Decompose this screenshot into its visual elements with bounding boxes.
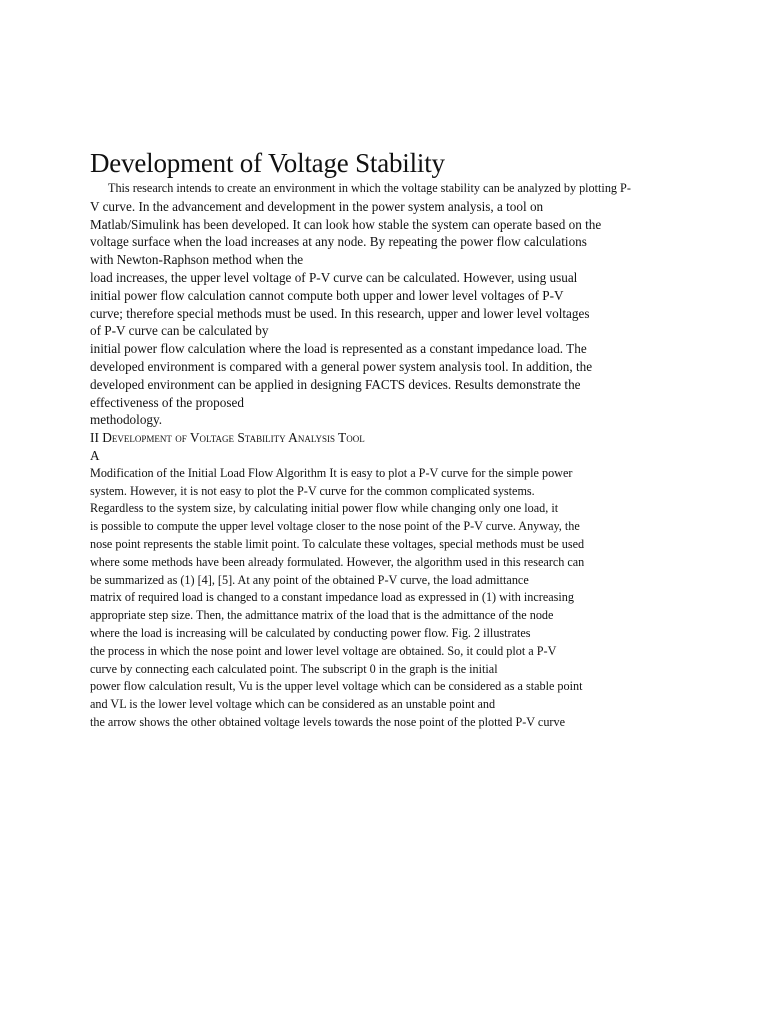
text-line: initial power flow calculation cannot compute both upper and lower level voltages of P-V: [90, 287, 564, 303]
text-line: power flow calculation result, Vu is the upper level voltage which can be considered as a stable point: [90, 679, 583, 694]
text-line: effectiveness of the proposed: [90, 394, 244, 410]
text-line: Matlab/Simulink has been developed. It can look how stable the system can operate based on the: [90, 216, 602, 232]
text-line: be summarized as (1) [4], [5]. At any point of the obtained P-V curve, the load admittance: [90, 572, 529, 587]
text-line: is possible to compute the upper level voltage closer to the nose point of the P-V curve. Anyway, the: [90, 519, 580, 534]
text-line: This research intends to create an environment in which the voltage stability can be analyzed by plotting P-: [108, 181, 631, 195]
document-page: [90, 146, 680, 732]
text-line: where the load is increasing will be calculated by conducting power flow. Fig. 2 illustrates: [90, 625, 531, 640]
text-line: and VL is the lower level voltage which can be considered as an unstable point and: [90, 697, 496, 712]
section-heading: II Development of Voltage Stability Analysis Tool: [90, 430, 365, 446]
text-line: Modification of the Initial Load Flow Algorithm It is easy to plot a P-V curve for the simple power: [90, 465, 573, 480]
text-line: matrix of required load is changed to a constant impedance load as expressed in (1) with increasing: [90, 590, 574, 605]
text-line: nose point represents the stable limit point. To calculate these voltages, special methods must be used: [90, 536, 585, 551]
text-line: where some methods have been already formulated. However, the algorithm used in this research can: [90, 554, 585, 569]
text-line: system. However, it is not easy to plot the P-V curve for the common complicated systems.: [90, 483, 535, 498]
document-title: Development of Voltage Stability: [90, 148, 445, 178]
text-line: the process in which the nose point and lower level voltage are obtained. So, it could plot a P-V: [90, 643, 557, 658]
text-line: developed environment can be applied in designing FACTS devices. Results demonstrate the: [90, 376, 581, 392]
text-line: appropriate step size. Then, the admittance matrix of the load that is the admittance of the node: [90, 608, 554, 623]
text-line: with Newton-Raphson method when the: [90, 252, 304, 268]
text-line: V curve. In the advancement and development in the power system analysis, a tool on: [90, 198, 544, 214]
text-line: the arrow shows the other obtained voltage levels towards the nose point of the plotted P-V curve: [90, 714, 565, 729]
text-line: load increases, the upper level voltage of P-V curve can be calculated. However, using usual: [90, 269, 578, 285]
text-line: curve by connecting each calculated point. The subscript 0 in the graph is the initial: [90, 661, 498, 676]
text-line: developed environment is compared with a general power system analysis tool. In addition, the: [90, 358, 593, 374]
text-line: curve; therefore special methods must be used. In this research, upper and lower level voltages: [90, 305, 590, 321]
text-line: of P-V curve can be calculated by: [90, 323, 269, 339]
text-line: methodology.: [90, 412, 163, 428]
text-line: voltage surface when the load increases at any node. By repeating the power flow calculations: [90, 234, 587, 250]
text-line: initial power flow calculation where the load is represented as a constant impedance load. The: [90, 341, 587, 357]
text-line: Regardless to the system size, by calculating initial power flow while changing only one load, it: [90, 501, 559, 516]
subsection-label: A: [90, 447, 100, 463]
